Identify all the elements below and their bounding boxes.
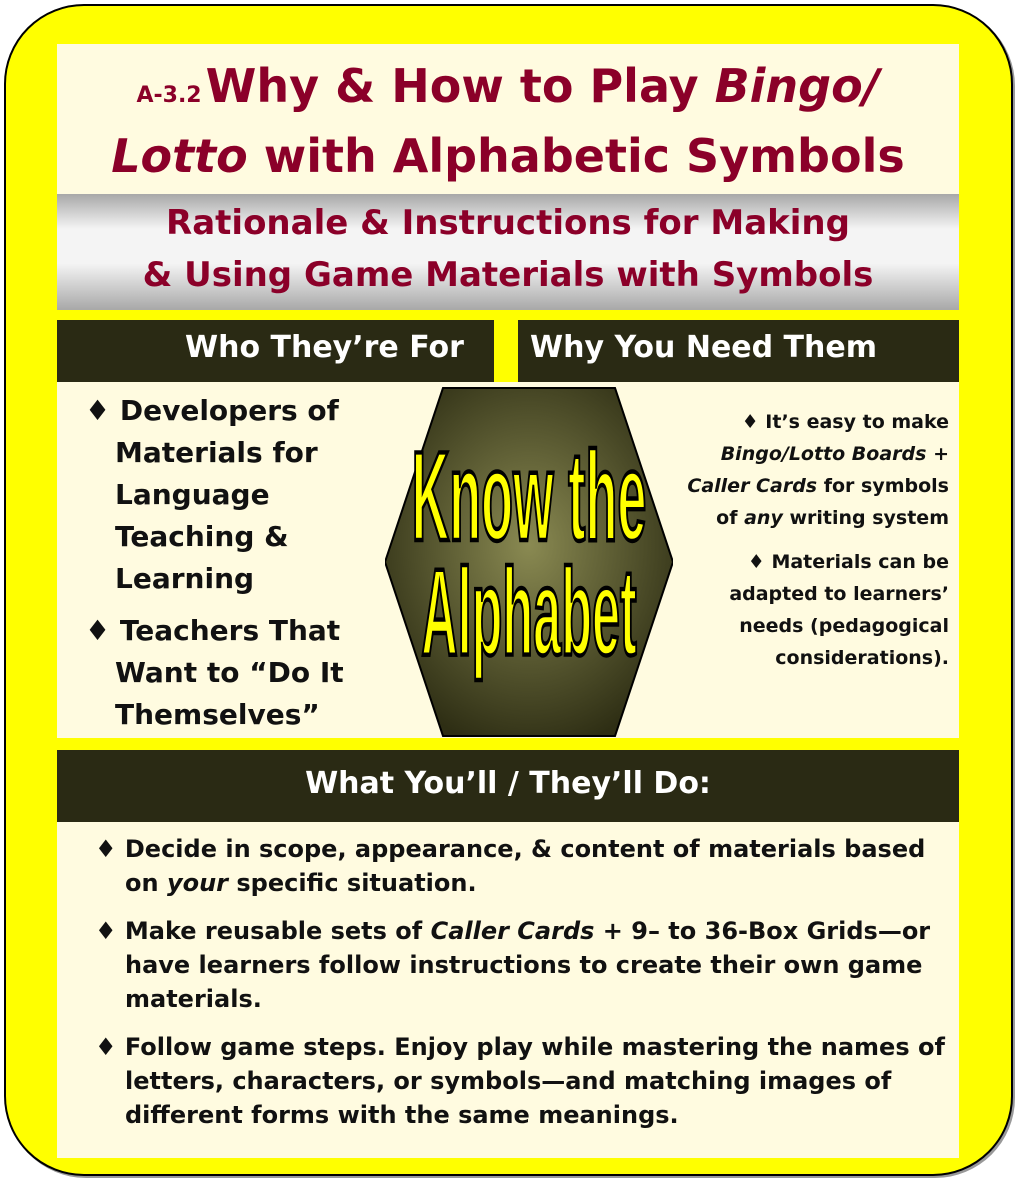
do-header: What You’ll / They’ll Do: [305,766,711,801]
title-italic-2: Lotto [111,129,248,183]
title-text: Why & How to Play [205,59,715,113]
who-item-developers: ♦ Developers of Materials for Language Teaching & Learning [85,394,339,595]
why-text: ♦ It’s easy to make [741,411,949,433]
title-text-2: with Alphabetic Symbols [247,129,905,183]
do-text-2: ♦ Make reusable sets of [95,917,431,945]
why-text-symbols: for symbols of [716,475,949,529]
why-text-end: writing system [782,507,949,529]
title-italic: Bingo/ [714,59,880,113]
bottom-panel [57,822,959,1158]
logo-line1: Know the [411,424,647,568]
do-list [83,832,953,1146]
do-text-1-end: specific situation. [228,869,477,897]
know-the-alphabet-logo [385,386,673,738]
logo-line2: Alphabet [421,543,637,681]
do-header-band [57,750,959,822]
who-header-band [57,320,494,382]
subtitle-line1: Rationale & Instructions for Making [166,203,850,243]
do-item-make [83,914,953,1016]
why-item-adapted: ♦ Materials can be adapted to learners’ needs (pedagogical considerations). [729,551,949,669]
why-item-easy [669,406,949,534]
do-text-2-end: + 9– to 36-Box Grids—or have learners follow instructions to create their own game materials. [125,917,931,1013]
who-header: Who They’re For [185,330,464,365]
do-item-decide [83,832,953,900]
subtitle-band [57,194,959,310]
who-item-teachers: ♦ Teachers That Want to “Do It Themselves” [85,614,344,731]
do-item-follow: ♦ Follow game steps. Enjoy play while mastering the names of letters, characters, or symbols—and matching images of different forms with the same meanings. [95,1033,945,1129]
why-header: Why You Need Them [530,330,877,365]
who-list [79,390,409,746]
why-italic-boards: Bingo/Lotto Boards [720,443,927,465]
subtitle-line2: & Using Game Materials with Symbols [142,255,874,295]
title-panel [57,44,959,194]
why-list [669,406,949,686]
do-text-1: ♦ Decide in scope, appearance, & content of materials based on [95,835,926,897]
page-title-line1 [57,54,959,128]
do-italic-caller: Caller Cards [430,917,595,945]
why-italic-caller: Caller Cards [687,475,818,497]
do-italic-your: your [166,869,228,897]
page-title-line2 [57,124,959,188]
why-text-plus: + [926,443,949,465]
section-code: A-3.2 [136,83,202,108]
why-italic-any: any [744,507,783,529]
